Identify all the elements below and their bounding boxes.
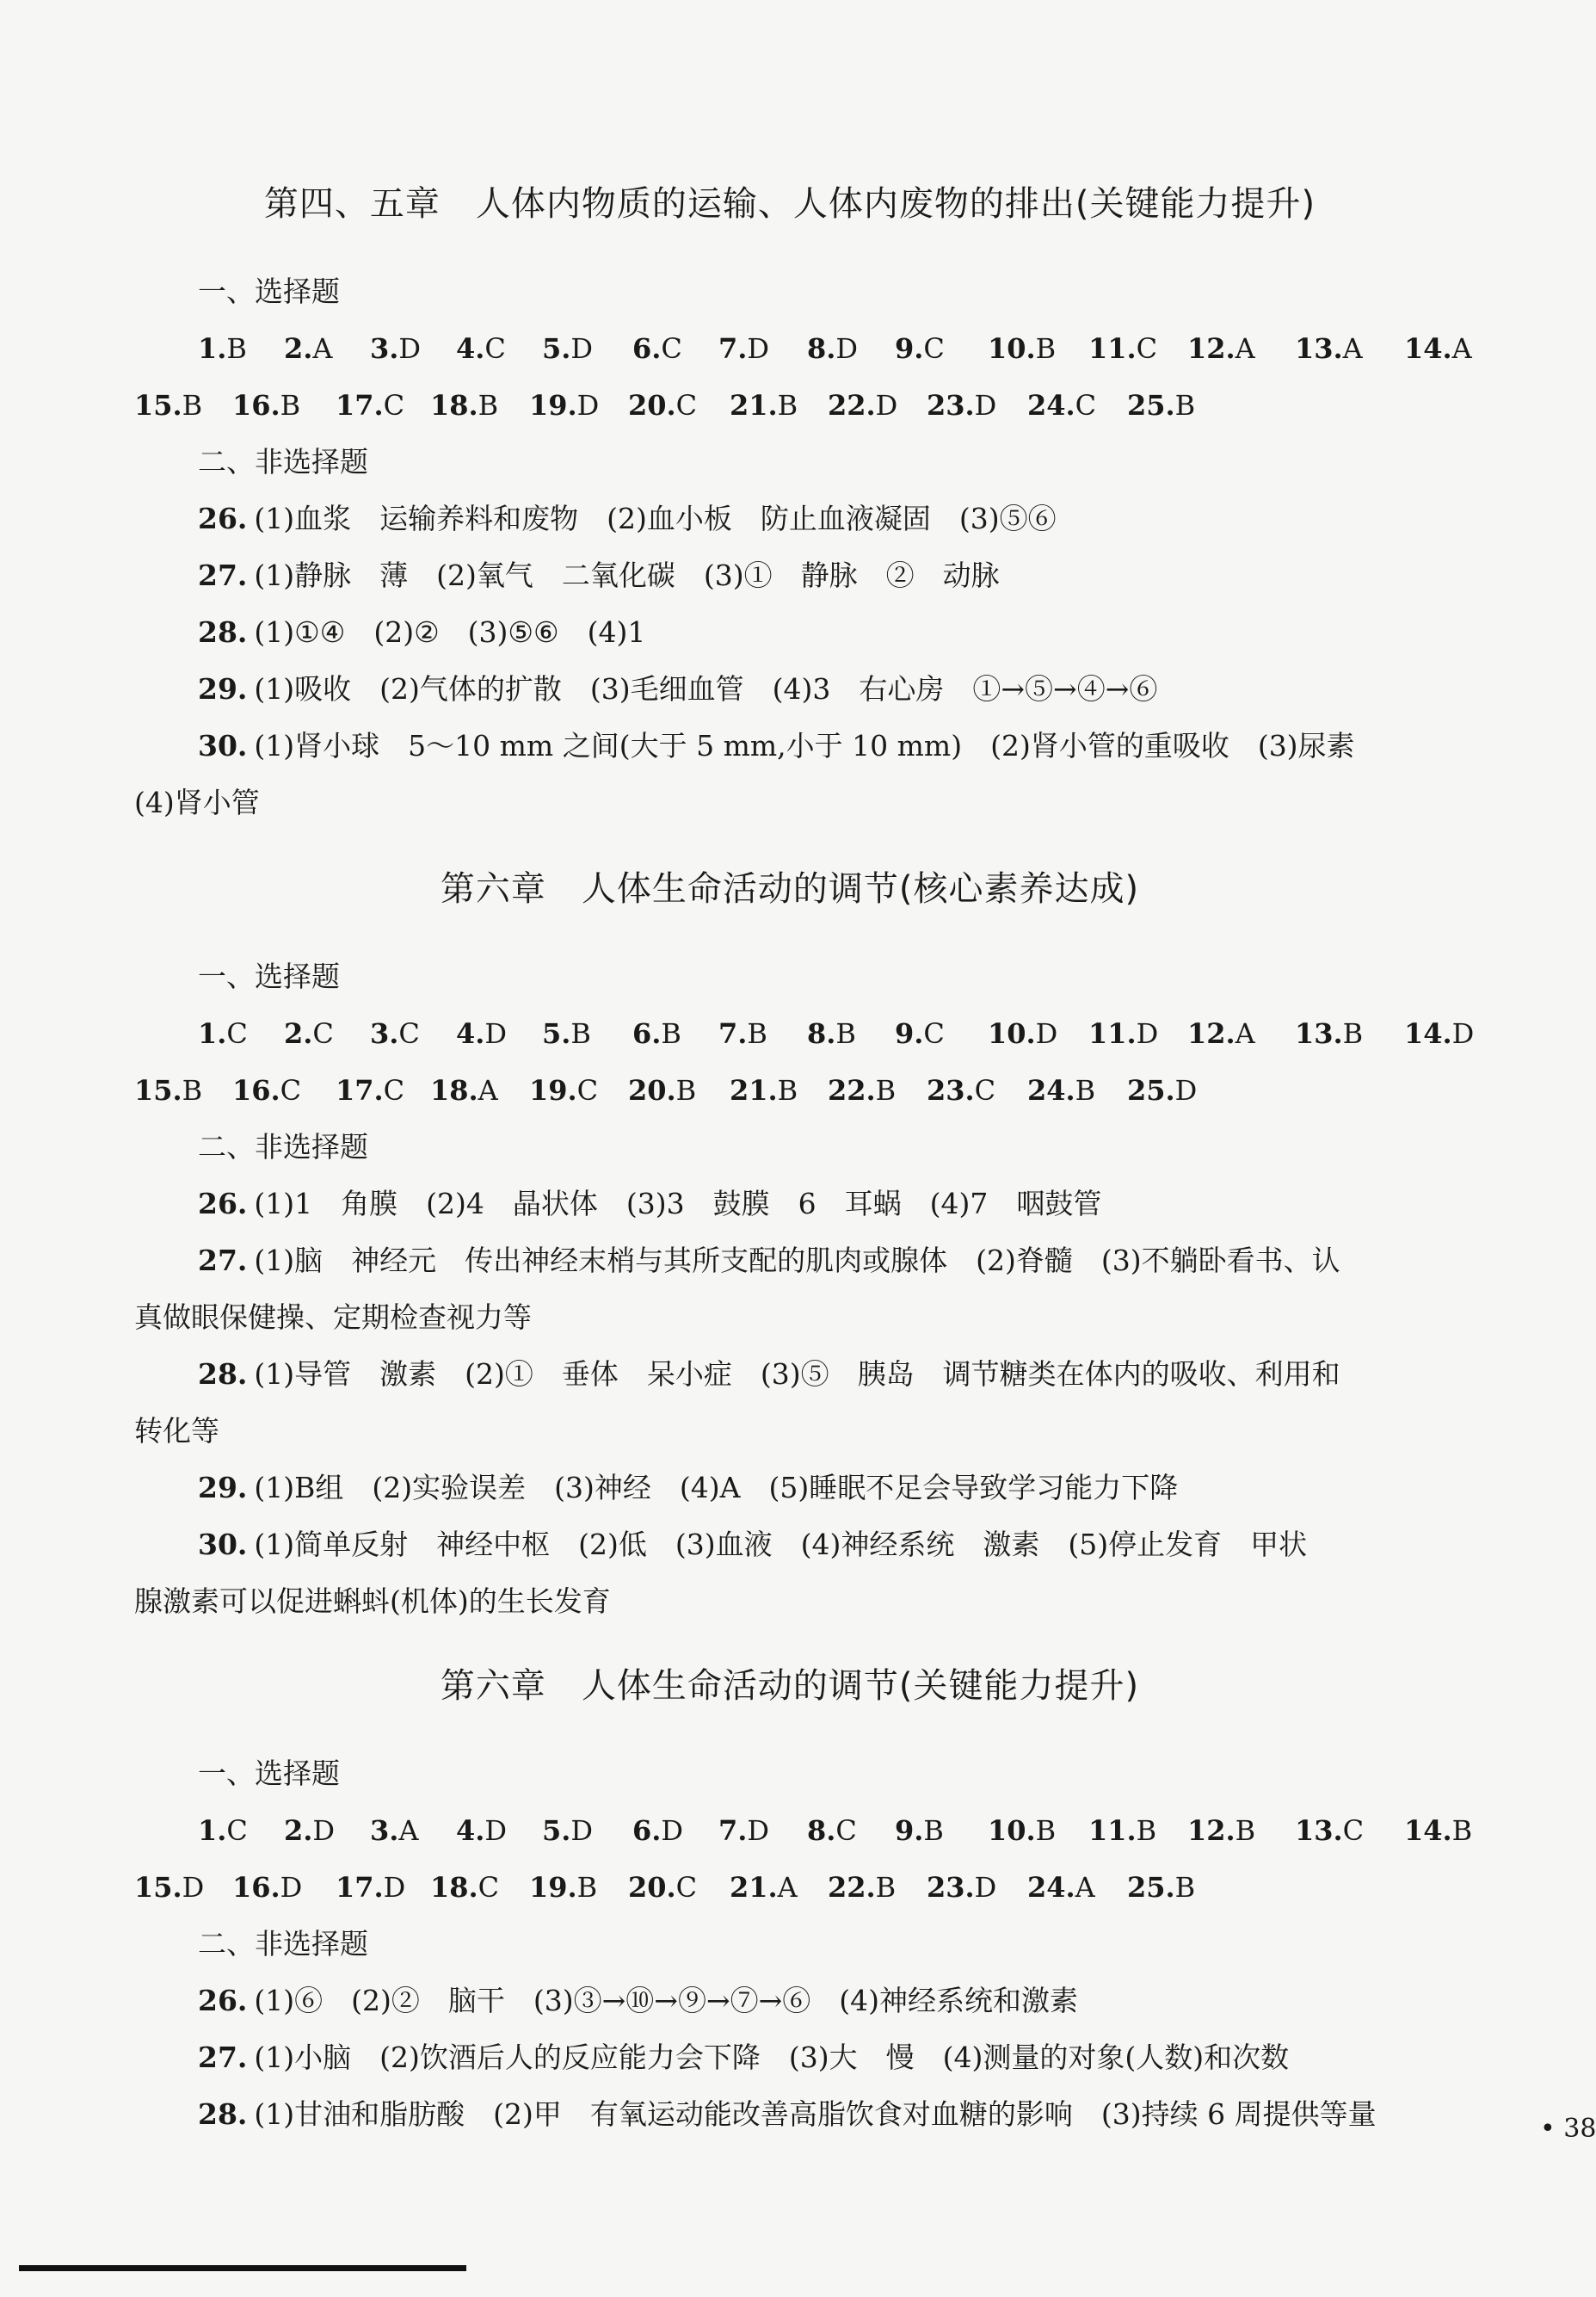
- question-number: 19.: [529, 389, 577, 422]
- question-number: 28.: [198, 1357, 248, 1391]
- answer-letter: A: [1075, 1871, 1095, 1904]
- question-number: 11.: [1088, 332, 1137, 365]
- question-number: 4.: [456, 1017, 485, 1050]
- mcq-answer: [430, 377, 498, 434]
- question-number: 8.: [807, 1814, 836, 1847]
- answer-letter: D: [484, 1017, 508, 1050]
- page-number: • 38: [1540, 2114, 1596, 2144]
- question-number: 3.: [370, 1814, 399, 1847]
- mcq-answer: [1027, 1062, 1095, 1119]
- question-number: 27.: [198, 1244, 248, 1277]
- question-number: 21.: [730, 389, 778, 422]
- mcq-answer: [456, 320, 506, 377]
- answer-text: (4)肾小管: [134, 786, 260, 819]
- question-number: 9.: [895, 1017, 924, 1050]
- answer-letter: B: [226, 332, 247, 365]
- answer-letter: C: [383, 1074, 405, 1107]
- answer-line: [0, 1176, 1580, 1232]
- question-number: 25.: [1127, 1074, 1175, 1107]
- mcq-answer: [529, 377, 599, 434]
- answer-letter: C: [398, 1017, 420, 1050]
- answer-letter: D: [1174, 1074, 1198, 1107]
- answer-letter: D: [312, 1814, 336, 1847]
- answer-letter: D: [484, 1814, 508, 1847]
- mcq-answer: [456, 1802, 507, 1859]
- question-number: 15.: [134, 1074, 182, 1107]
- question-number: 25.: [1127, 1871, 1175, 1904]
- answer-letter: A: [1235, 1017, 1255, 1050]
- answer-letter: B: [1342, 1017, 1364, 1050]
- nonmcq-heading: 二、非选择题: [198, 1927, 368, 1960]
- answer-line: [0, 1232, 1580, 1289]
- question-number: 2.: [284, 1017, 313, 1050]
- question-number: 1.: [198, 332, 227, 365]
- answer-text: (1)吸收 (2)气体的扩散 (3)毛细血管 (4)3 右心房 ①→⑤→④→⑥: [254, 672, 1158, 706]
- question-number: 17.: [336, 389, 384, 422]
- answer-letter: B: [835, 1017, 856, 1050]
- answer-letter: B: [182, 389, 203, 422]
- question-number: 12.: [1187, 332, 1236, 365]
- answer-lines: [0, 1176, 1580, 1630]
- answer-letter: D: [1035, 1017, 1058, 1050]
- mcq-answer: [927, 1859, 996, 1916]
- answer-letter: B: [1451, 1814, 1473, 1847]
- mcq-answer: [1187, 1005, 1255, 1062]
- answer-line: [0, 547, 1580, 604]
- answer-text: 腺激素可以促进蝌蚪(机体)的生长发育: [134, 1584, 611, 1618]
- mcq-answer: [828, 1062, 896, 1119]
- question-number: 23.: [927, 389, 975, 422]
- question-number: 2.: [284, 332, 313, 365]
- answer-letter: B: [1174, 1871, 1196, 1904]
- mcq-answer: [284, 320, 333, 377]
- mcq-answer: [718, 320, 769, 377]
- question-number: 13.: [1295, 1017, 1343, 1050]
- answer-line: [0, 2029, 1580, 2086]
- mcq-answer: [1404, 320, 1472, 377]
- answer-text: (1)小脑 (2)饮酒后人的反应能力会下降 (3)大 慢 (4)测量的对象(人数)和次数: [254, 2041, 1290, 2074]
- mcq-answer: [632, 320, 682, 377]
- mcq-answer: [529, 1062, 598, 1119]
- question-number: 23.: [927, 1871, 975, 1904]
- answer-letter: D: [398, 332, 422, 365]
- answer-letter: D: [570, 332, 594, 365]
- answer-line: [0, 491, 1580, 547]
- mcq-answer: [456, 1005, 507, 1062]
- section-title: 第六章 人体生命活动的调节(关键能力提升): [440, 1666, 1140, 1706]
- answer-letter: B: [777, 389, 798, 422]
- mcq-answer: [1127, 1859, 1195, 1916]
- question-number: 8.: [807, 1017, 836, 1050]
- answer-letter: D: [835, 332, 859, 365]
- mcq-answer: [807, 320, 858, 377]
- answer-letter: A: [398, 1814, 419, 1847]
- question-number: 24.: [1027, 1871, 1075, 1904]
- answer-letter: C: [923, 1017, 945, 1050]
- mcq-answer: [828, 1859, 896, 1916]
- mcq-answer: [988, 1005, 1057, 1062]
- mcq-answer: [730, 377, 798, 434]
- answer-letter: C: [312, 1017, 334, 1050]
- answer-letter: D: [974, 1871, 997, 1904]
- mcq-answer: [370, 1005, 420, 1062]
- answer-line: [0, 1289, 1580, 1346]
- question-number: 18.: [430, 1871, 478, 1904]
- question-number: 14.: [1404, 1814, 1452, 1847]
- mcq-answer: [198, 1005, 248, 1062]
- question-number: 5.: [542, 332, 571, 365]
- mcq-row: [0, 320, 1580, 377]
- answer-letter: B: [1035, 332, 1057, 365]
- mcq-answer: [430, 1062, 498, 1119]
- answer-letter: B: [1136, 1814, 1157, 1847]
- question-number: 15.: [134, 1871, 182, 1904]
- answer-letter: B: [875, 1074, 897, 1107]
- mcq-answer: [895, 1802, 944, 1859]
- answer-line: [0, 661, 1580, 718]
- question-number: 16.: [232, 1871, 280, 1904]
- answer-line: [0, 1516, 1580, 1573]
- answer-letter: C: [661, 332, 682, 365]
- question-number: 18.: [430, 389, 478, 422]
- mcq-answer: [134, 1062, 202, 1119]
- mcq-answer: [730, 1062, 798, 1119]
- answer-letter: B: [1174, 389, 1196, 422]
- question-number: 26.: [198, 1984, 248, 2017]
- answer-letter: A: [1451, 332, 1472, 365]
- answer-letter: D: [1451, 1017, 1475, 1050]
- answer-line: [0, 1973, 1580, 2029]
- question-number: 20.: [628, 1871, 676, 1904]
- mcq-answer: [1187, 320, 1255, 377]
- section-title: 第四、五章 人体内物质的运输、人体内废物的排出(关键能力提升): [263, 184, 1316, 224]
- question-number: 27.: [198, 559, 248, 592]
- mcq-answer: [542, 1802, 593, 1859]
- answer-line: [0, 775, 1580, 831]
- question-number: 12.: [1187, 1017, 1236, 1050]
- answer-letter: A: [312, 332, 333, 365]
- question-number: 14.: [1404, 332, 1452, 365]
- question-number: 22.: [828, 389, 876, 422]
- question-number: 16.: [232, 1074, 280, 1107]
- question-number: 10.: [988, 1017, 1036, 1050]
- answer-letter: A: [1342, 332, 1363, 365]
- mcq-row: [0, 1802, 1580, 1859]
- question-number: 10.: [988, 332, 1036, 365]
- mcq-answer: [1088, 320, 1157, 377]
- question-number: 6.: [632, 1814, 662, 1847]
- answer-letter: A: [777, 1871, 798, 1904]
- answer-letter: A: [478, 1074, 498, 1107]
- mcq-heading: 一、选择题: [198, 275, 340, 308]
- question-number: 7.: [718, 1017, 748, 1050]
- mcq-answer: [1404, 1802, 1472, 1859]
- mcq-answer: [718, 1802, 769, 1859]
- answer-letter: A: [1235, 332, 1255, 365]
- question-number: 5.: [542, 1814, 571, 1847]
- mcq-answer: [284, 1005, 334, 1062]
- question-number: 19.: [529, 1871, 577, 1904]
- mcq-answer: [632, 1005, 681, 1062]
- mcq-answer: [1027, 1859, 1095, 1916]
- question-number: 16.: [232, 389, 280, 422]
- question-number: 10.: [988, 1814, 1036, 1847]
- answer-letter: D: [974, 389, 997, 422]
- question-number: 8.: [807, 332, 836, 365]
- answer-text: (1)⑥ (2)② 脑干 (3)③→⑩→⑨→⑦→⑥ (4)神经系统和激素: [254, 1984, 1079, 2017]
- answer-text: (1)①④ (2)② (3)⑤⑥ (4)1: [254, 615, 646, 649]
- mcq-answer: [232, 377, 300, 434]
- mcq-answer: [988, 1802, 1056, 1859]
- question-number: 4.: [456, 332, 485, 365]
- answer-letter: B: [478, 389, 499, 422]
- answer-text: 转化等: [134, 1414, 219, 1448]
- answer-letter: B: [661, 1017, 681, 1050]
- question-number: 23.: [927, 1074, 975, 1107]
- mcq-answer: [232, 1062, 301, 1119]
- answer-line: [0, 718, 1580, 775]
- question-number: 28.: [198, 2097, 248, 2131]
- question-number: 22.: [828, 1871, 876, 1904]
- nonmcq-heading: 二、非选择题: [198, 1130, 368, 1164]
- answer-letter: C: [484, 332, 506, 365]
- mcq-answer: [927, 377, 996, 434]
- section-2: [0, 861, 1580, 1630]
- section-title: 第六章 人体生命活动的调节(核心素养达成): [440, 869, 1140, 909]
- question-number: 30.: [198, 1528, 248, 1561]
- question-number: 19.: [529, 1074, 577, 1107]
- mcq-answer: [1187, 1802, 1255, 1859]
- footer-rule: [19, 2265, 466, 2271]
- question-number: 2.: [284, 1814, 313, 1847]
- answer-letter: B: [576, 1871, 598, 1904]
- question-number: 20.: [628, 389, 676, 422]
- question-number: 3.: [370, 332, 399, 365]
- answer-line: [0, 1573, 1580, 1630]
- question-number: 11.: [1088, 1017, 1137, 1050]
- mcq-answer: [730, 1859, 798, 1916]
- answer-text: (1)B组 (2)实验误差 (3)神经 (4)A (5)睡眠不足会导致学习能力下降: [254, 1471, 1179, 1504]
- mcq-answer: [1295, 320, 1363, 377]
- question-number: 18.: [430, 1074, 478, 1107]
- answer-letter: B: [747, 1017, 767, 1050]
- mcq-answer: [232, 1859, 302, 1916]
- mcq-heading: 一、选择题: [198, 960, 340, 993]
- question-number: 30.: [198, 729, 248, 763]
- question-number: 20.: [628, 1074, 676, 1107]
- answer-letter: B: [777, 1074, 798, 1107]
- answer-letter: D: [383, 1871, 406, 1904]
- question-number: 15.: [134, 389, 182, 422]
- answer-letter: B: [875, 1871, 897, 1904]
- question-number: 25.: [1127, 389, 1175, 422]
- answer-lines: [0, 491, 1580, 831]
- question-number: 1.: [198, 1017, 227, 1050]
- question-number: 14.: [1404, 1017, 1452, 1050]
- answer-letter: D: [570, 1814, 594, 1847]
- question-number: 27.: [198, 2041, 248, 2074]
- answer-line: [0, 1346, 1580, 1403]
- mcq-answer: [1088, 1802, 1156, 1859]
- answer-line: [0, 1403, 1580, 1460]
- mcq-answer: [529, 1859, 597, 1916]
- mcq-heading: 一、选择题: [198, 1757, 340, 1790]
- answer-letter: C: [675, 389, 698, 422]
- answer-text: (1)静脉 薄 (2)氧气 二氧化碳 (3)① 静脉 ② 动脉: [254, 559, 1000, 592]
- nonmcq-heading: 二、非选择题: [198, 445, 368, 479]
- answer-letter: C: [383, 389, 405, 422]
- answer-text: (1)导管 激素 (2)① 垂体 呆小症 (3)⑤ 胰岛 调节糖类在体内的吸收、利用和: [254, 1357, 1340, 1391]
- answer-letter: C: [226, 1814, 248, 1847]
- mcq-answer: [718, 1005, 767, 1062]
- mcq-answer: [628, 1859, 697, 1916]
- question-number: 4.: [456, 1814, 485, 1847]
- answer-letter: B: [1235, 1814, 1256, 1847]
- question-number: 11.: [1088, 1814, 1137, 1847]
- question-number: 12.: [1187, 1814, 1236, 1847]
- answer-letter: D: [280, 1871, 303, 1904]
- answer-letter: D: [747, 332, 770, 365]
- mcq-answer: [336, 1062, 404, 1119]
- mcq-answer: [1027, 377, 1096, 434]
- answer-letter: C: [280, 1074, 302, 1107]
- answer-text: (1)1 角膜 (2)4 晶状体 (3)3 鼓膜 6 耳蜗 (4)7 咽鼓管: [254, 1187, 1102, 1220]
- mcq-answer: [1088, 1005, 1158, 1062]
- section-3: [0, 1658, 1580, 2143]
- mcq-answer: [895, 320, 945, 377]
- mcq-answer: [336, 1859, 405, 1916]
- mcq-answer: [1295, 1005, 1363, 1062]
- question-number: 13.: [1295, 332, 1343, 365]
- question-number: 21.: [730, 1074, 778, 1107]
- answer-letter: C: [923, 332, 945, 365]
- mcq-answer: [284, 1802, 335, 1859]
- mcq-answer: [807, 1005, 856, 1062]
- answer-letter: C: [576, 1074, 599, 1107]
- question-number: 9.: [895, 1814, 924, 1847]
- answer-line: [0, 2086, 1580, 2143]
- question-number: 24.: [1027, 389, 1075, 422]
- answer-letter: B: [182, 1074, 203, 1107]
- question-number: 17.: [336, 1074, 384, 1107]
- question-number: 29.: [198, 1471, 248, 1504]
- mcq-answer: [198, 1802, 248, 1859]
- answer-text: (1)简单反射 神经中枢 (2)低 (3)血液 (4)神经系统 激素 (5)停止发育 甲状: [254, 1528, 1308, 1561]
- answer-letter: D: [1136, 1017, 1159, 1050]
- mcq-answer: [370, 1802, 419, 1859]
- question-number: 24.: [1027, 1074, 1075, 1107]
- answer-letter: B: [1035, 1814, 1057, 1847]
- answer-letter: C: [1342, 1814, 1365, 1847]
- question-number: 26.: [198, 502, 248, 535]
- mcq-answer: [542, 320, 593, 377]
- question-number: 13.: [1295, 1814, 1343, 1847]
- mcq-answer: [134, 1859, 204, 1916]
- mcq-answer: [628, 1062, 696, 1119]
- answer-text: (1)肾小球 5～10 mm 之间(大于 5 mm,小于 10 mm) (2)肾小管的重吸收 (3)尿素: [254, 729, 1355, 763]
- answer-text: 真做眼保健操、定期检查视力等: [134, 1300, 532, 1334]
- mcq-answer: [198, 320, 247, 377]
- mcq-row: [0, 377, 1580, 434]
- mcq-answer: [1404, 1005, 1474, 1062]
- mcq-answer: [628, 377, 697, 434]
- answer-letter: C: [1075, 389, 1097, 422]
- question-number: 1.: [198, 1814, 227, 1847]
- mcq-answer: [1295, 1802, 1364, 1859]
- answer-letter: C: [478, 1871, 500, 1904]
- answer-line: [0, 604, 1580, 661]
- mcq-answer: [632, 1802, 683, 1859]
- mcq-answer: [134, 377, 202, 434]
- mcq-answer: [828, 377, 897, 434]
- mcq-answer: [807, 1802, 857, 1859]
- answer-letter: B: [280, 389, 301, 422]
- mcq-row: [0, 1062, 1580, 1119]
- answer-letter: C: [974, 1074, 996, 1107]
- answer-letter: B: [570, 1017, 591, 1050]
- question-number: 3.: [370, 1017, 399, 1050]
- question-number: 6.: [632, 1017, 662, 1050]
- question-number: 29.: [198, 672, 248, 706]
- mcq-row: [0, 1859, 1580, 1916]
- mcq-answer: [336, 377, 404, 434]
- answer-letter: D: [875, 389, 898, 422]
- mcq-answer: [895, 1005, 945, 1062]
- answer-text: (1)血浆 运输养料和废物 (2)血小板 防止血液凝固 (3)⑤⑥: [254, 502, 1057, 535]
- question-number: 22.: [828, 1074, 876, 1107]
- answer-text: (1)脑 神经元 传出神经末梢与其所支配的肌肉或腺体 (2)脊髓 (3)不躺卧看书、认: [254, 1244, 1340, 1277]
- answer-line: [0, 1460, 1580, 1516]
- section-1: [0, 176, 1580, 831]
- answer-letter: C: [1136, 332, 1158, 365]
- question-number: 26.: [198, 1187, 248, 1220]
- answer-letter: D: [661, 1814, 684, 1847]
- mcq-answer: [988, 320, 1056, 377]
- answer-text: (1)甘油和脂肪酸 (2)甲 有氧运动能改善高脂饮食对血糖的影响 (3)持续 6 周提供等量: [254, 2097, 1377, 2131]
- mcq-answer: [1127, 377, 1195, 434]
- mcq-answer: [1127, 1062, 1197, 1119]
- question-number: 9.: [895, 332, 924, 365]
- question-number: 17.: [336, 1871, 384, 1904]
- answer-letter: B: [675, 1074, 697, 1107]
- question-number: 7.: [718, 332, 748, 365]
- answer-letter: B: [923, 1814, 944, 1847]
- question-number: 5.: [542, 1017, 571, 1050]
- answer-lines: [0, 1973, 1580, 2143]
- mcq-answer: [430, 1859, 499, 1916]
- answer-letter: B: [1075, 1074, 1096, 1107]
- answer-letter: D: [747, 1814, 770, 1847]
- question-number: 28.: [198, 615, 248, 649]
- answer-letter: C: [226, 1017, 248, 1050]
- mcq-answer: [542, 1005, 591, 1062]
- mcq-row: [0, 1005, 1580, 1062]
- answer-letter: D: [182, 1871, 205, 1904]
- answer-letter: C: [835, 1814, 857, 1847]
- question-number: 21.: [730, 1871, 778, 1904]
- answer-letter: C: [675, 1871, 698, 1904]
- mcq-answer: [370, 320, 421, 377]
- question-number: 7.: [718, 1814, 748, 1847]
- answer-letter: D: [576, 389, 600, 422]
- mcq-answer: [927, 1062, 995, 1119]
- question-number: 6.: [632, 332, 662, 365]
